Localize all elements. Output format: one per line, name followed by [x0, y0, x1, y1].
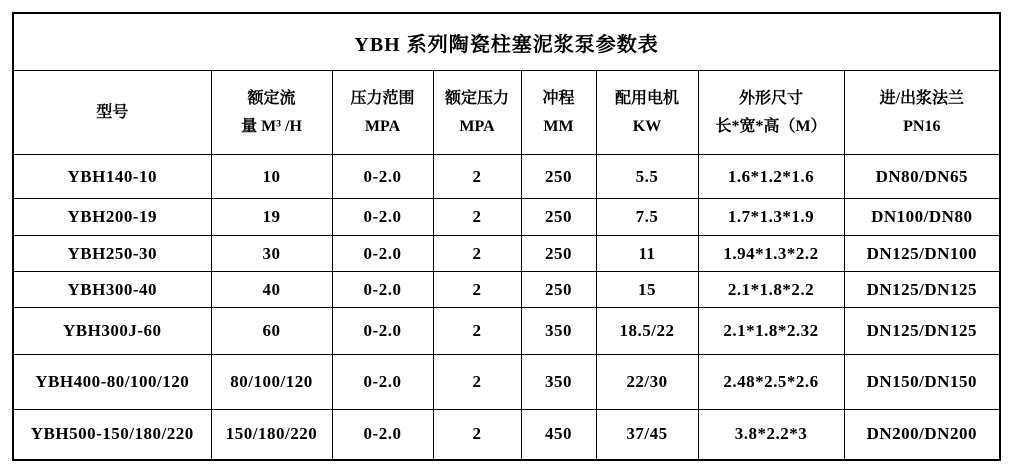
- table-cell: 1.94*1.3*2.2: [698, 236, 844, 272]
- column-header-line1: 冲程: [542, 89, 575, 107]
- column-header-line1: 额定压力: [444, 89, 509, 107]
- table-cell: 2.48*2.5*2.6: [698, 355, 844, 410]
- column-header-7: [844, 71, 1000, 155]
- column-header-4: [521, 71, 596, 155]
- column-header-3: [433, 71, 521, 155]
- table-cell: 2.1*1.8*2.2: [698, 272, 844, 308]
- column-header-line1: 外形尺寸: [738, 89, 803, 107]
- title-row: [13, 13, 1000, 71]
- table-cell: DN125/DN125: [844, 308, 1000, 355]
- table-row: [13, 199, 1000, 236]
- table-cell: DN200/DN200: [844, 410, 1000, 460]
- table-cell: 37/45: [596, 410, 698, 460]
- table-row: [13, 236, 1000, 272]
- table-cell: DN150/DN150: [844, 355, 1000, 410]
- table-body: [13, 155, 1000, 460]
- table-cell: DN125/DN125: [844, 272, 1000, 308]
- table-cell: 250: [521, 199, 596, 236]
- column-header-line2: MPA: [364, 117, 401, 135]
- table-cell: 2: [433, 308, 521, 355]
- table-cell: 1.6*1.2*1.6: [698, 155, 844, 199]
- table-row: [13, 410, 1000, 460]
- table-cell: 2: [433, 355, 521, 410]
- column-header-line2: 长*宽*高（M）: [715, 117, 827, 135]
- table-cell: 30: [211, 236, 332, 272]
- table-cell: 80/100/120: [211, 355, 332, 410]
- table-cell: 40: [211, 272, 332, 308]
- table-cell: 1.7*1.3*1.9: [698, 199, 844, 236]
- table-cell: 11: [596, 236, 698, 272]
- column-header-5: [596, 71, 698, 155]
- table-cell: 0-2.0: [332, 199, 433, 236]
- column-header-line1: 额定流: [247, 89, 296, 107]
- table-cell: 250: [521, 272, 596, 308]
- column-header-line2: 量 M³ /H: [241, 117, 302, 135]
- table-cell: 2: [433, 272, 521, 308]
- table-cell: 2: [433, 199, 521, 236]
- table-cell: 10: [211, 155, 332, 199]
- column-header-line1: 配用电机: [614, 89, 679, 107]
- table-cell: 19: [211, 199, 332, 236]
- table-cell: 15: [596, 272, 698, 308]
- column-header-line2: PN16: [903, 117, 941, 135]
- table-cell: 5.5: [596, 155, 698, 199]
- column-header-line1: 进/出浆法兰: [879, 89, 965, 107]
- table-cell: 22/30: [596, 355, 698, 410]
- table-cell: 2: [433, 236, 521, 272]
- table-cell: DN125/DN100: [844, 236, 1000, 272]
- table-cell: YBH400-80/100/120: [13, 355, 211, 410]
- table-cell: 350: [521, 308, 596, 355]
- table-cell: 2: [433, 155, 521, 199]
- column-header-6: [698, 71, 844, 155]
- table-cell: YBH300-40: [13, 272, 211, 308]
- table-cell: 350: [521, 355, 596, 410]
- table-cell: 0-2.0: [332, 410, 433, 460]
- column-header-line1: 压力范围: [350, 89, 415, 107]
- column-header-1: [211, 71, 332, 155]
- column-header-0: [13, 71, 211, 155]
- pump-spec-table: [12, 12, 1001, 461]
- table-cell: 0-2.0: [332, 272, 433, 308]
- table-cell: 150/180/220: [211, 410, 332, 460]
- header-row: [13, 71, 1000, 155]
- table-cell: 450: [521, 410, 596, 460]
- table-cell: YBH200-19: [13, 199, 211, 236]
- table-cell: 0-2.0: [332, 155, 433, 199]
- table-cell: 250: [521, 236, 596, 272]
- column-header-line2: MPA: [459, 117, 495, 135]
- table-cell: 2.1*1.8*2.32: [698, 308, 844, 355]
- table-cell: 3.8*2.2*3: [698, 410, 844, 460]
- column-header-line2: KW: [632, 117, 662, 135]
- column-header-line1: 型号: [96, 103, 129, 121]
- table-cell: 18.5/22: [596, 308, 698, 355]
- table-row: [13, 308, 1000, 355]
- table-cell: 0-2.0: [332, 355, 433, 410]
- table-row: [13, 355, 1000, 410]
- table-cell: YBH300J-60: [13, 308, 211, 355]
- table-cell: 7.5: [596, 199, 698, 236]
- table-cell: 60: [211, 308, 332, 355]
- table-cell: 0-2.0: [332, 308, 433, 355]
- column-header-line2: MM: [543, 117, 574, 135]
- table-cell: 0-2.0: [332, 236, 433, 272]
- table-title: YBH 系列陶瓷柱塞泥浆泵参数表: [13, 13, 1000, 71]
- table-cell: YBH250-30: [13, 236, 211, 272]
- table-cell: YBH140-10: [13, 155, 211, 199]
- table-cell: 250: [521, 155, 596, 199]
- table-cell: DN80/DN65: [844, 155, 1000, 199]
- table-cell: 2: [433, 410, 521, 460]
- table-row: [13, 272, 1000, 308]
- table-row: [13, 155, 1000, 199]
- column-header-2: [332, 71, 433, 155]
- table-cell: YBH500-150/180/220: [13, 410, 211, 460]
- table-cell: DN100/DN80: [844, 199, 1000, 236]
